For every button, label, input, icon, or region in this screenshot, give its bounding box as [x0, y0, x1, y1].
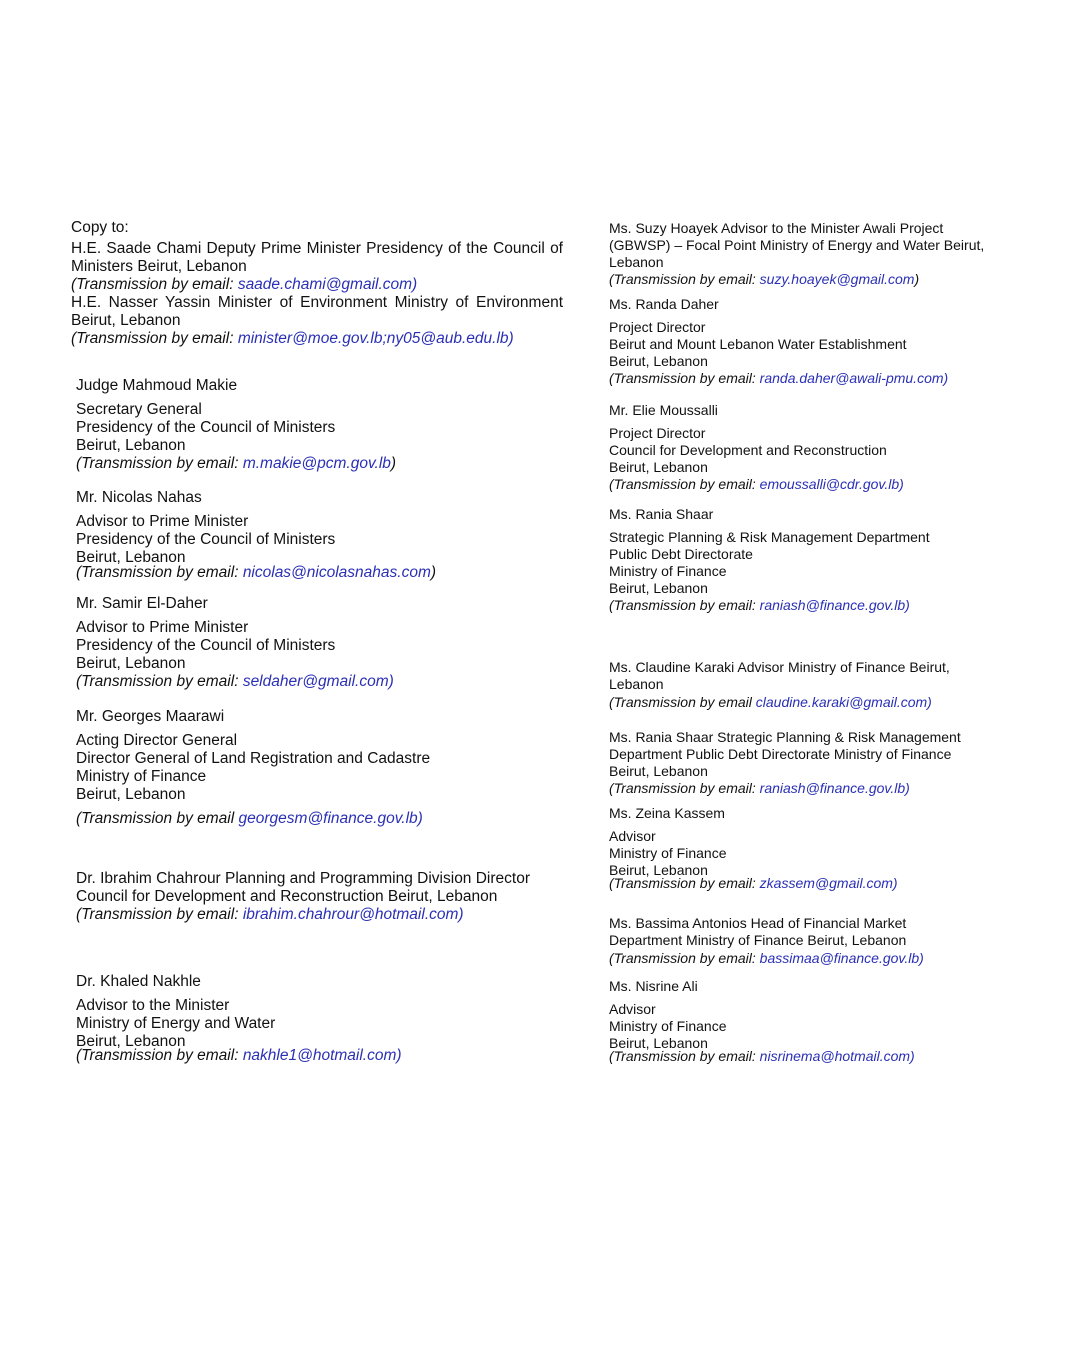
recipient-line: Beirut, Lebanon — [76, 786, 186, 803]
recipient-line: Advisor to Prime Minister — [76, 513, 249, 530]
recipient-line: Beirut, Lebanon — [609, 862, 708, 878]
transmission-line: (Transmission by email: seldaher@gmail.com) — [76, 673, 394, 690]
recipient-line: Lebanon — [609, 254, 664, 270]
recipient-line: Secretary General — [76, 401, 202, 418]
recipient-line: Beirut, Lebanon — [609, 1035, 708, 1051]
recipient-name: Ms. Zeina Kassem — [609, 805, 725, 821]
recipient-entry — [76, 377, 568, 473]
recipient-line: Strategic Planning & Risk Management Department — [609, 529, 930, 545]
recipient-entry — [609, 659, 1009, 711]
recipient-entry — [609, 296, 1009, 387]
email-link[interactable]: nisrinema@hotmail.com) — [759, 1048, 915, 1064]
transmission-line: (Transmission by email: emoussalli@cdr.gov.lb) — [609, 476, 904, 492]
transmission-line: (Transmission by email: raniash@finance.gov.lb) — [609, 597, 910, 613]
recipient-line: Advisor to Prime Minister — [76, 619, 249, 636]
recipient-line: Council for Development and Reconstruction — [609, 442, 887, 458]
recipient-line: Beirut and Mount Lebanon Water Establishment — [609, 336, 907, 352]
recipient-name: Mr. Elie Moussalli — [609, 402, 718, 418]
recipient-line: Beirut, Lebanon — [609, 763, 708, 779]
recipient-name: Dr. Khaled Nakhle — [76, 973, 201, 990]
recipient-line: Ministry of Finance — [609, 845, 727, 861]
recipient-entry — [609, 220, 1009, 288]
recipient-line: (GBWSP) – Focal Point Ministry of Energy and Water Beirut, — [609, 237, 985, 253]
recipient-line: Council for Development and Reconstruction Beirut, Lebanon — [76, 888, 498, 905]
recipient-line: Project Director — [609, 425, 706, 441]
email-link[interactable]: m.makie@pcm.gov.lb — [242, 455, 391, 472]
recipient-line: Director General of Land Registration and Cadastre — [76, 750, 431, 767]
recipient-name: Mr. Nicolas Nahas — [76, 489, 202, 506]
email-link[interactable]: minister@moe.gov.lb;ny05@aub.edu.lb) — [237, 330, 514, 347]
recipient-line: Department Ministry of Finance Beirut, Lebanon — [609, 932, 907, 948]
email-link[interactable]: georgesm@finance.gov.lb) — [238, 810, 423, 827]
transmission-line: (Transmission by email: zkassem@gmail.com) — [609, 875, 898, 891]
recipient-line: Advisor — [609, 1001, 656, 1017]
transmission-line: (Transmission by email: minister@moe.gov.lb;ny05@aub.edu.lb) — [71, 330, 514, 347]
recipient-line: Advisor — [609, 828, 656, 844]
recipient-line: Project Director — [609, 319, 706, 335]
recipient-line: Department Public Debt Directorate Ministry of Finance — [609, 746, 952, 762]
recipient-line: Acting Director General — [76, 732, 238, 749]
recipient-line: Presidency of the Council of Ministers — [76, 531, 336, 548]
intro-text-2: H.E. Nasser Yassin Minister of Environment Ministry of Environment Beirut, Lebanon — [71, 294, 563, 329]
recipient-name: Ms. Rania Shaar — [609, 506, 714, 522]
transmission-line: (Transmission by email: suzy.hoayek@gmail.com) — [609, 271, 920, 287]
recipient-name: Ms. Nisrine Ali — [609, 978, 698, 994]
intro-text-1: H.E. Saade Chami Deputy Prime Minister Presidency of the Council of Ministers Beirut, Lebanon — [71, 240, 563, 275]
email-link[interactable]: raniash@finance.gov.lb) — [759, 780, 910, 796]
recipient-entry — [609, 402, 1009, 493]
transmission-line: (Transmission by email: nakhle1@hotmail.com) — [76, 1047, 402, 1064]
recipient-line: Beirut, Lebanon — [609, 459, 708, 475]
email-link[interactable]: claudine.karaki@gmail.com) — [755, 694, 932, 710]
recipient-entry — [76, 595, 568, 691]
recipient-line: Presidency of the Council of Ministers — [76, 419, 336, 436]
recipient-line: Beirut, Lebanon — [76, 437, 186, 454]
transmission-line: (Transmission by email: randa.daher@awali-pmu.com) — [609, 370, 949, 386]
transmission-line: (Transmission by email: saade.chami@gmail.com) — [71, 276, 418, 293]
email-link[interactable]: seldaher@gmail.com) — [242, 673, 394, 690]
transmission-line: (Transmission by email: bassimaa@finance.gov.lb) — [609, 950, 924, 966]
recipient-line: Ministry of Finance — [609, 1018, 727, 1034]
copy-to-label: Copy to: — [71, 219, 129, 236]
recipient-entry — [609, 805, 1009, 892]
recipient-line: Ms. Claudine Karaki Advisor Ministry of Finance Beirut, — [609, 659, 950, 675]
recipient-line: Ministry of Energy and Water — [76, 1015, 276, 1032]
recipient-line: Beirut, Lebanon — [609, 580, 708, 596]
transmission-line: (Transmission by email georgesm@finance.gov.lb) — [76, 810, 423, 827]
email-link[interactable]: suzy.hoayek@gmail.com — [759, 271, 915, 287]
email-link[interactable]: bassimaa@finance.gov.lb) — [759, 950, 924, 966]
recipient-entry — [76, 973, 568, 1065]
transmission-line: (Transmission by email: m.makie@pcm.gov.lb) — [76, 455, 397, 472]
email-link[interactable]: zkassem@gmail.com) — [759, 875, 898, 891]
email-link[interactable]: emoussalli@cdr.gov.lb) — [759, 476, 904, 492]
recipient-entry — [609, 506, 1009, 614]
recipient-line: Beirut, Lebanon — [609, 353, 708, 369]
recipient-line: Public Debt Directorate — [609, 546, 753, 562]
recipient-line: Dr. Ibrahim Chahrour Planning and Programming Division Director — [76, 870, 530, 887]
recipient-entry — [609, 915, 1009, 967]
recipient-name: Judge Mahmoud Makie — [76, 377, 238, 394]
email-link[interactable]: raniash@finance.gov.lb) — [759, 597, 910, 613]
recipient-line: Beirut, Lebanon — [76, 1033, 186, 1050]
email-link[interactable]: randa.daher@awali-pmu.com) — [759, 370, 949, 386]
transmission-line: (Transmission by email: ibrahim.chahrour@hotmail.com) — [76, 906, 464, 923]
recipient-entry — [76, 870, 568, 924]
recipient-entry — [76, 489, 568, 582]
recipient-line: Lebanon — [609, 676, 664, 692]
recipient-entry — [609, 729, 1009, 797]
recipient-line: Advisor to the Minister — [76, 997, 230, 1014]
transmission-line: (Transmission by email: nicolas@nicolasnahas.com) — [76, 564, 437, 581]
transmission-line: (Transmission by email claudine.karaki@gmail.com) — [609, 694, 932, 710]
recipient-line: Ms. Bassima Antonios Head of Financial Market — [609, 915, 907, 931]
email-link[interactable]: saade.chami@gmail.com) — [237, 276, 418, 293]
transmission-line: (Transmission by email: raniash@finance.gov.lb) — [609, 780, 910, 796]
recipient-line: Ministry of Finance — [76, 768, 207, 785]
email-link[interactable]: nakhle1@hotmail.com) — [242, 1047, 402, 1064]
recipient-name: Ms. Randa Daher — [609, 296, 719, 312]
email-link[interactable]: ibrahim.chahrour@hotmail.com) — [242, 906, 464, 923]
recipient-name: Mr. Georges Maarawi — [76, 708, 225, 725]
recipient-line: Ms. Rania Shaar Strategic Planning & Risk Management — [609, 729, 961, 745]
recipient-entry — [76, 708, 568, 828]
recipient-entry — [609, 978, 1009, 1065]
recipient-line: Beirut, Lebanon — [76, 655, 186, 672]
email-link[interactable]: nicolas@nicolasnahas.com — [242, 564, 431, 581]
transmission-line: (Transmission by email: nisrinema@hotmail.com) — [609, 1048, 915, 1064]
recipient-line: Ministry of Finance — [609, 563, 727, 579]
recipient-name: Mr. Samir El-Daher — [76, 595, 208, 612]
recipient-line: Beirut, Lebanon — [76, 549, 186, 566]
recipient-line: Presidency of the Council of Ministers — [76, 637, 336, 654]
copy-to-block — [71, 219, 563, 348]
recipient-line: Ms. Suzy Hoayek Advisor to the Minister Awali Project — [609, 220, 944, 236]
